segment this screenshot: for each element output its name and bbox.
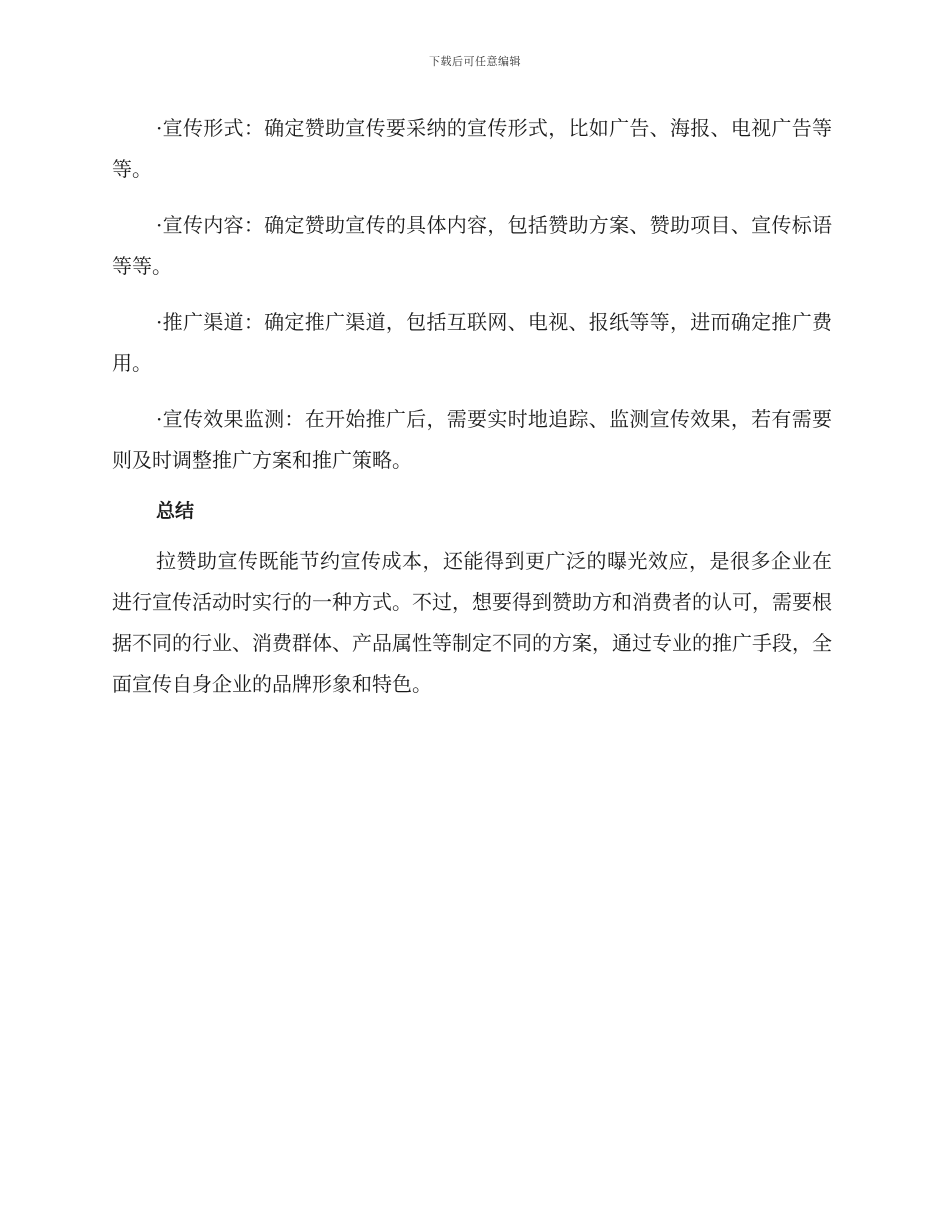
document-body — [112, 108, 832, 720]
bullet-text: 宣传内容：确定赞助宣传的具体内容，包括赞助方案、赞助项目、宣传标语等等。 — [112, 213, 832, 278]
bullet-text: 宣传形式：确定赞助宣传要采纳的宣传形式，比如广告、海报、电视广告等等。 — [112, 116, 832, 181]
summary-heading: 总结 — [156, 500, 195, 522]
bullet-item-channels — [112, 302, 832, 384]
bullet-marker: · — [156, 116, 163, 140]
bullet-text: 宣传效果监测：在开始推广后，需要实时地追踪、监测宣传效果，若有需要则及时调整推广方案和推广策略。 — [112, 407, 832, 472]
bullet-item-monitoring — [112, 399, 832, 481]
bullet-item-content — [112, 205, 832, 287]
bullet-marker: · — [156, 213, 163, 237]
page-header: 下载后可任意编辑 — [429, 55, 521, 68]
bullet-marker: · — [156, 310, 163, 334]
bullet-marker: · — [156, 407, 163, 431]
bullet-text: 推广渠道：确定推广渠道，包括互联网、电视、报纸等等，进而确定推广费用。 — [112, 310, 832, 375]
summary-paragraph: 拉赞助宣传既能节约宣传成本，还能得到更广泛的曝光效应，是很多企业在进行宣传活动时实行的一种方式。不过，想要得到赞助方和消费者的认可，需要根据不同的行业、消费群体、产品属性等制定不同的方案，通过专业的推广手段，全面宣传自身企业的品牌形象和特色。 — [112, 549, 832, 696]
bullet-item-form — [112, 108, 832, 190]
